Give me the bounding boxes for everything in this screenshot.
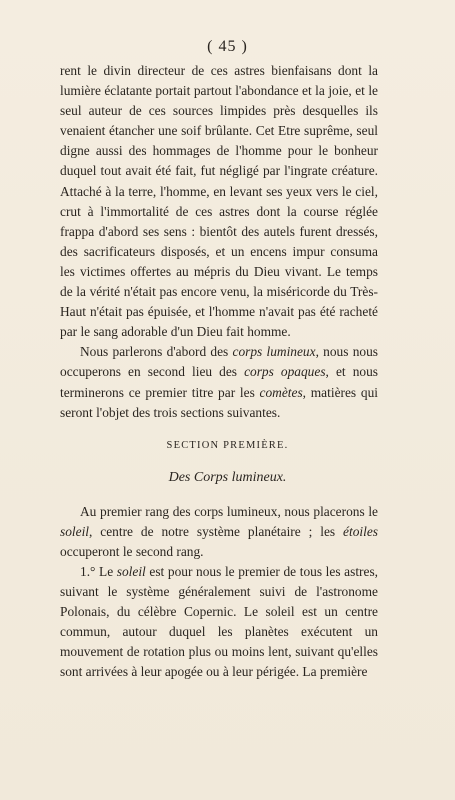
paragraph-soleil (60, 562, 378, 683)
emphasis-soleil: soleil (116, 564, 146, 579)
paragraph-continuation: rent le divin directeur de ces astres bienfaisans dont la lumière éclatante portait partout l'abondance et la joie, et le seul auteur de ces sources limpides près desquelles ils venaient étancher une soif brûlante. Cet Etre suprême, seul digne aussi des hommages de l'homme pour le bonheur duquel tout avait été fait, fut négligé par l'ingrate créature. Attaché à la terre, l'homme, en levant ses yeux vers le ciel, crut à l'immortalité de ces astres dont la course réglée frappa d'abord ses sens : bientôt des autels furent dressés, des sacrificateurs disposés, et un encens impur consuma les victimes offertes au mépris du Dieu vivant. Le temps de la vérité n'était pas encore venu, la miséricorde du Très-Haut n'était pas épuisée, et l'homme n'avait pas été racheté par le sang adorable d'un Dieu fait homme. (60, 63, 378, 340)
emphasis-corps-lumineux: corps lumineux (232, 344, 316, 360)
text-run: , nous nous occuperons en second lieu des (60, 344, 378, 380)
text-run: Au premier rang des corps lumineux, nous placerons le (80, 504, 378, 519)
text-run: , matières qui seront l'objet des trois sections suivantes. (60, 384, 378, 420)
section-subtitle: Des Corps lumineux. (168, 470, 287, 485)
emphasis-corps-opaques: corps opaques (244, 364, 326, 380)
text-run: Nous parlerons d'abord des (80, 344, 233, 360)
emphasis-soleil: soleil (60, 524, 90, 540)
page-number: ( 45 ) (207, 38, 248, 55)
soleil-text (60, 562, 378, 683)
text-run: 1.° Le (80, 564, 117, 579)
text-run: , et nous terminerons ce premier titre par les (60, 364, 378, 400)
paragraph-ranking (60, 502, 378, 562)
text-run: , centre de notre système planétaire ; les (89, 524, 344, 540)
emphasis-cometes: comètes (259, 384, 303, 400)
text-run: est pour nous le premier de tous les astres, suivant le système généralement suivi de l'astronome Polonais, du célèbre Copernic. Le soleil est un centre commun, autour duquel les planètes exécutent un mouvement de rotation plus ou moins lent, suivant qu'elles sont arrivées à leur apogée ou à leur périgée. La première (60, 564, 379, 680)
intro-text (60, 61, 378, 423)
emphasis-etoiles: étoiles (343, 524, 378, 540)
paragraph-plan (60, 342, 378, 422)
section-heading: SECTION PREMIÈRE. (166, 440, 289, 451)
section-intro-text (60, 502, 378, 562)
text-run: occuperont le second rang. (60, 544, 204, 560)
